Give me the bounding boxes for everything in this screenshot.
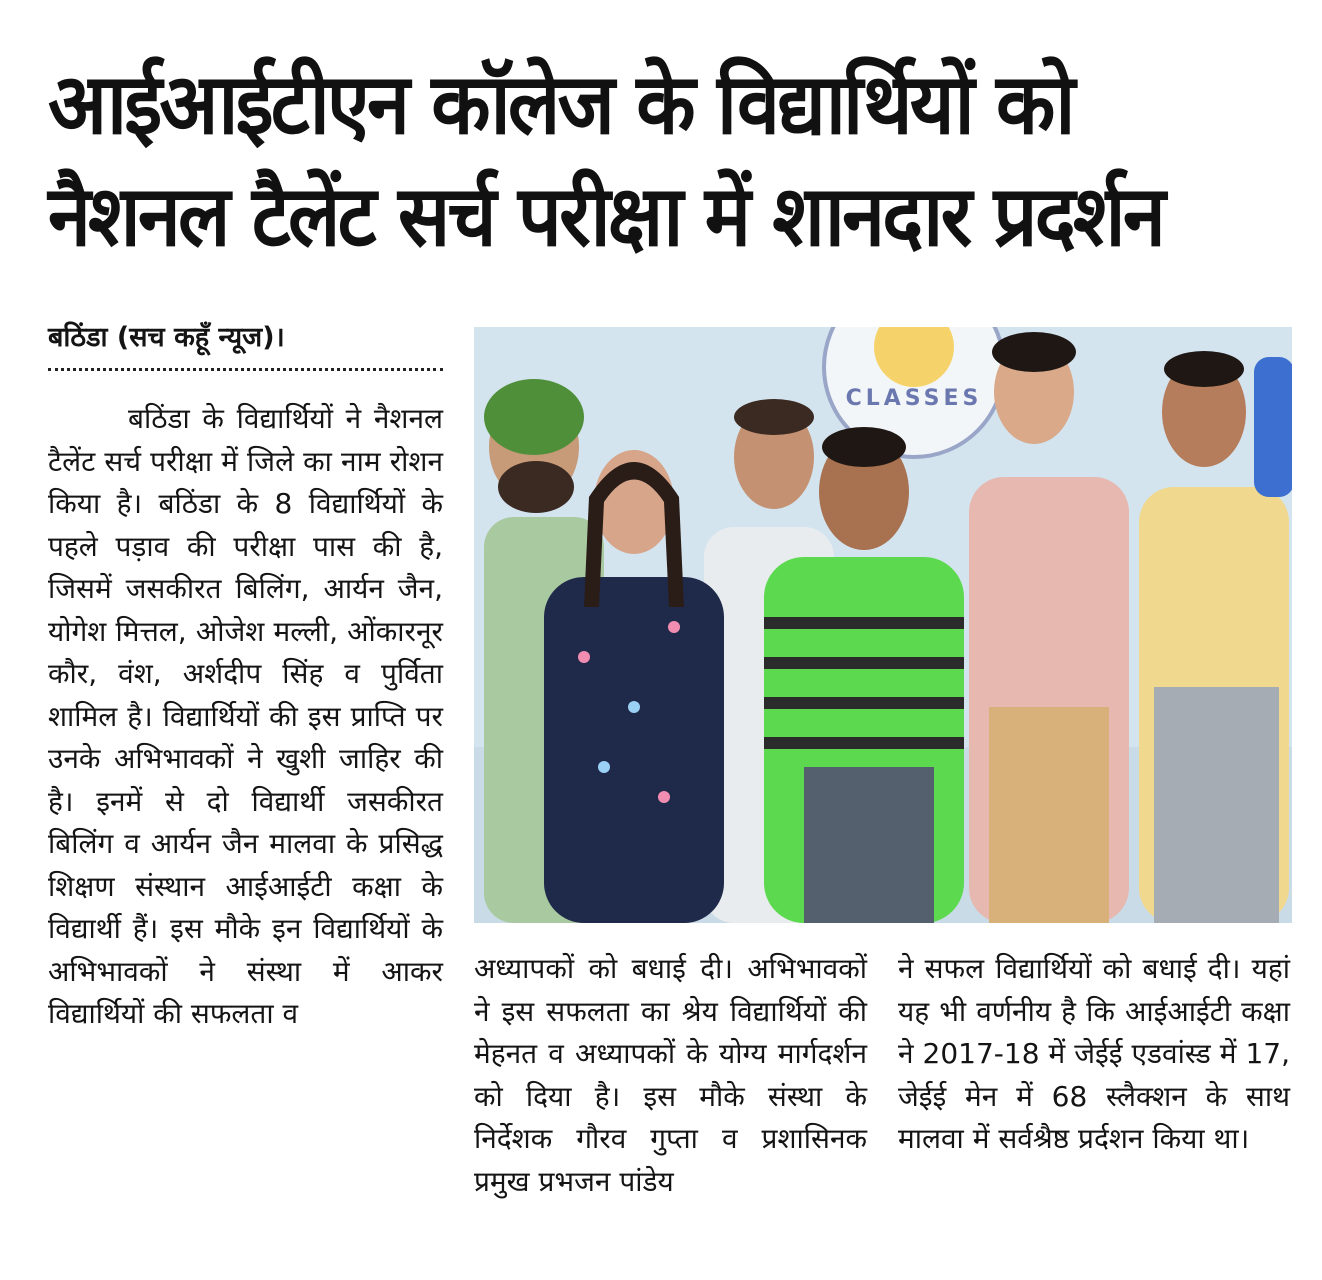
person-partial-edge (1254, 357, 1292, 497)
group-photo-illustration (474, 327, 1292, 923)
article-text-column-1: बठिंडा के विद्यार्थियों ने नैशनल टैलेंट सर्च परीक्षा में जिले का नाम रोशन किया है। बठिंडा के 8 विद्यार्थियों के पहले पड़ाव की परीक्षा पास की है, जिसमें जसकीरत बिलिंग, आर्यन जैन, योगेश मित्तल, ओजेश मल्ली, ओंकारनूर कौर, वंश, अर्शदीप सिंह व पुर्विता शामिल है। विद्यार्थियों की इस प्राप्ति पर उनके अभिभावकों ने खुशी जाहिर की है। इनमें से दो विद्यार्थी जसकीरत बिलिंग व आर्यन जैन मालवा के प्रसिद्ध शिक्षण संस्थान आईआईटी कक्षा के विद्यार्थी हैं। इस मौके इन विद्यार्थियों के अभिभावकों ने संस्था में आकर विद्यार्थियों की सफलता व (48, 402, 443, 1030)
article-text-column-2: अध्यापकों को बधाई दी। अभिभावकों ने इस सफलता का श्रेय विद्यार्थियों की मेहनत व अध्यापकों के योग्य मार्गदर्शन को दिया है। इस मौके संस्था के निर्देशक गौरव गुप्ता व प्रशासिनक प्रमुख प्रभजन पांडेय (474, 952, 867, 1198)
article-column-1 (48, 398, 443, 1036)
article-text-column-3: ने सफल विद्यार्थियों को बधाई दी। यहां यह भी वर्णनीय है कि आईआईटी कक्षा ने 2017-18 में जेईई एडवांस्ड में 17, जेईई मेन में 68 स्लैक्शन के साथ मालवा में सर्वश्रैष्ठ प्रर्दशन किया था। (898, 952, 1290, 1155)
dateline: बठिंडा (सच कहूँ न्यूज)। (48, 322, 285, 353)
dateline-divider (48, 368, 443, 371)
article-column-2 (474, 948, 867, 1203)
headline (48, 48, 1189, 272)
article-column-3 (898, 948, 1290, 1161)
institute-sign-text: CLASSES (845, 386, 983, 411)
headline-line-2: नैशनल टैलेंट सर्च परीक्षा में शानदार प्रदर्शन (48, 167, 1163, 265)
headline-line-1: आईआईटीएन कॉलेज के विद्यार्थियों को (48, 55, 1073, 153)
news-photo (474, 327, 1292, 923)
